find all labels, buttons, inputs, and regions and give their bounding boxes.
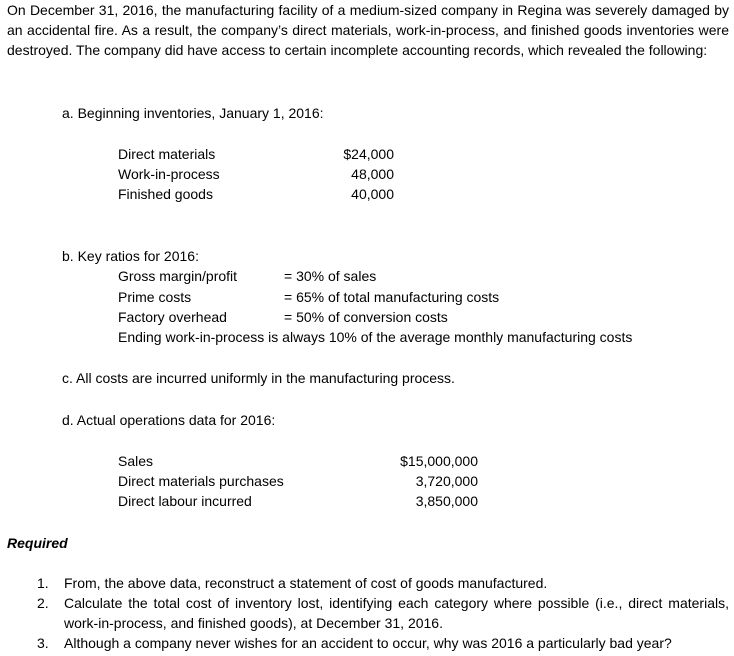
- item-number: 3.: [37, 635, 49, 651]
- section-d-value: 3,850,000: [415, 493, 478, 509]
- section-b-value: = 50% of conversion costs: [284, 309, 448, 325]
- section-d-heading: d. Actual operations data for 2016:: [62, 412, 276, 428]
- required-item: [37, 633, 729, 653]
- section-b-label: Prime costs: [118, 289, 192, 305]
- section-a-label: Direct materials: [118, 146, 216, 162]
- item-text: Calculate the total cost of inventory lost, identifying each category where possible (i.e., direct materials, work-in-process, and finished goods), at December 31, 2016.: [64, 595, 729, 631]
- section-a-heading: a. Beginning inventories, January 1, 2016:: [62, 105, 324, 121]
- item-number: 2.: [37, 595, 49, 611]
- required-list: [37, 573, 729, 653]
- required-item: [37, 593, 729, 633]
- section-d-label: Direct labour incurred: [118, 493, 252, 509]
- section-a-value: $24,000: [343, 146, 394, 162]
- required-item: [37, 573, 729, 593]
- section-a-label: Finished goods: [118, 186, 213, 202]
- section-d-value: 3,720,000: [415, 473, 478, 489]
- item-text: From, the above data, reconstruct a statement of cost of goods manufactured.: [64, 575, 548, 591]
- section-c-text: c. All costs are incurred uniformly in the manufacturing process.: [62, 370, 455, 386]
- item-text: Although a company never wishes for an accident to occur, why was 2016 a particularly bad year?: [64, 635, 672, 651]
- section-d-value: $15,000,000: [400, 453, 478, 469]
- section-b-note: Ending work-in-process is always 10% of the average monthly manufacturing costs: [118, 329, 633, 345]
- section-a-label: Work-in-process: [118, 166, 220, 182]
- section-d-label: Sales: [118, 453, 154, 469]
- item-number: 1.: [37, 575, 49, 591]
- section-b-label: Gross margin/profit: [118, 268, 238, 284]
- section-b-value: = 65% of total manufacturing costs: [284, 289, 500, 305]
- required-heading: Required: [7, 535, 68, 551]
- section-b-value: = 30% of sales: [284, 268, 377, 284]
- section-b-label: Factory overhead: [118, 309, 227, 325]
- intro-paragraph: On December 31, 2016, the manufacturing facility of a medium-sized company in Regina was severely damaged by an accidental fire. As a result, the company’s direct materials, work-in-process, and finished goods inventories were destroyed. The company did have access to certain incomplete accounting records, which revealed the following:: [7, 2, 729, 58]
- section-b-heading: b. Key ratios for 2016:: [62, 248, 199, 264]
- section-d-label: Direct materials purchases: [118, 473, 284, 489]
- section-a-value: 40,000: [351, 186, 394, 202]
- section-a-value: 48,000: [351, 166, 394, 182]
